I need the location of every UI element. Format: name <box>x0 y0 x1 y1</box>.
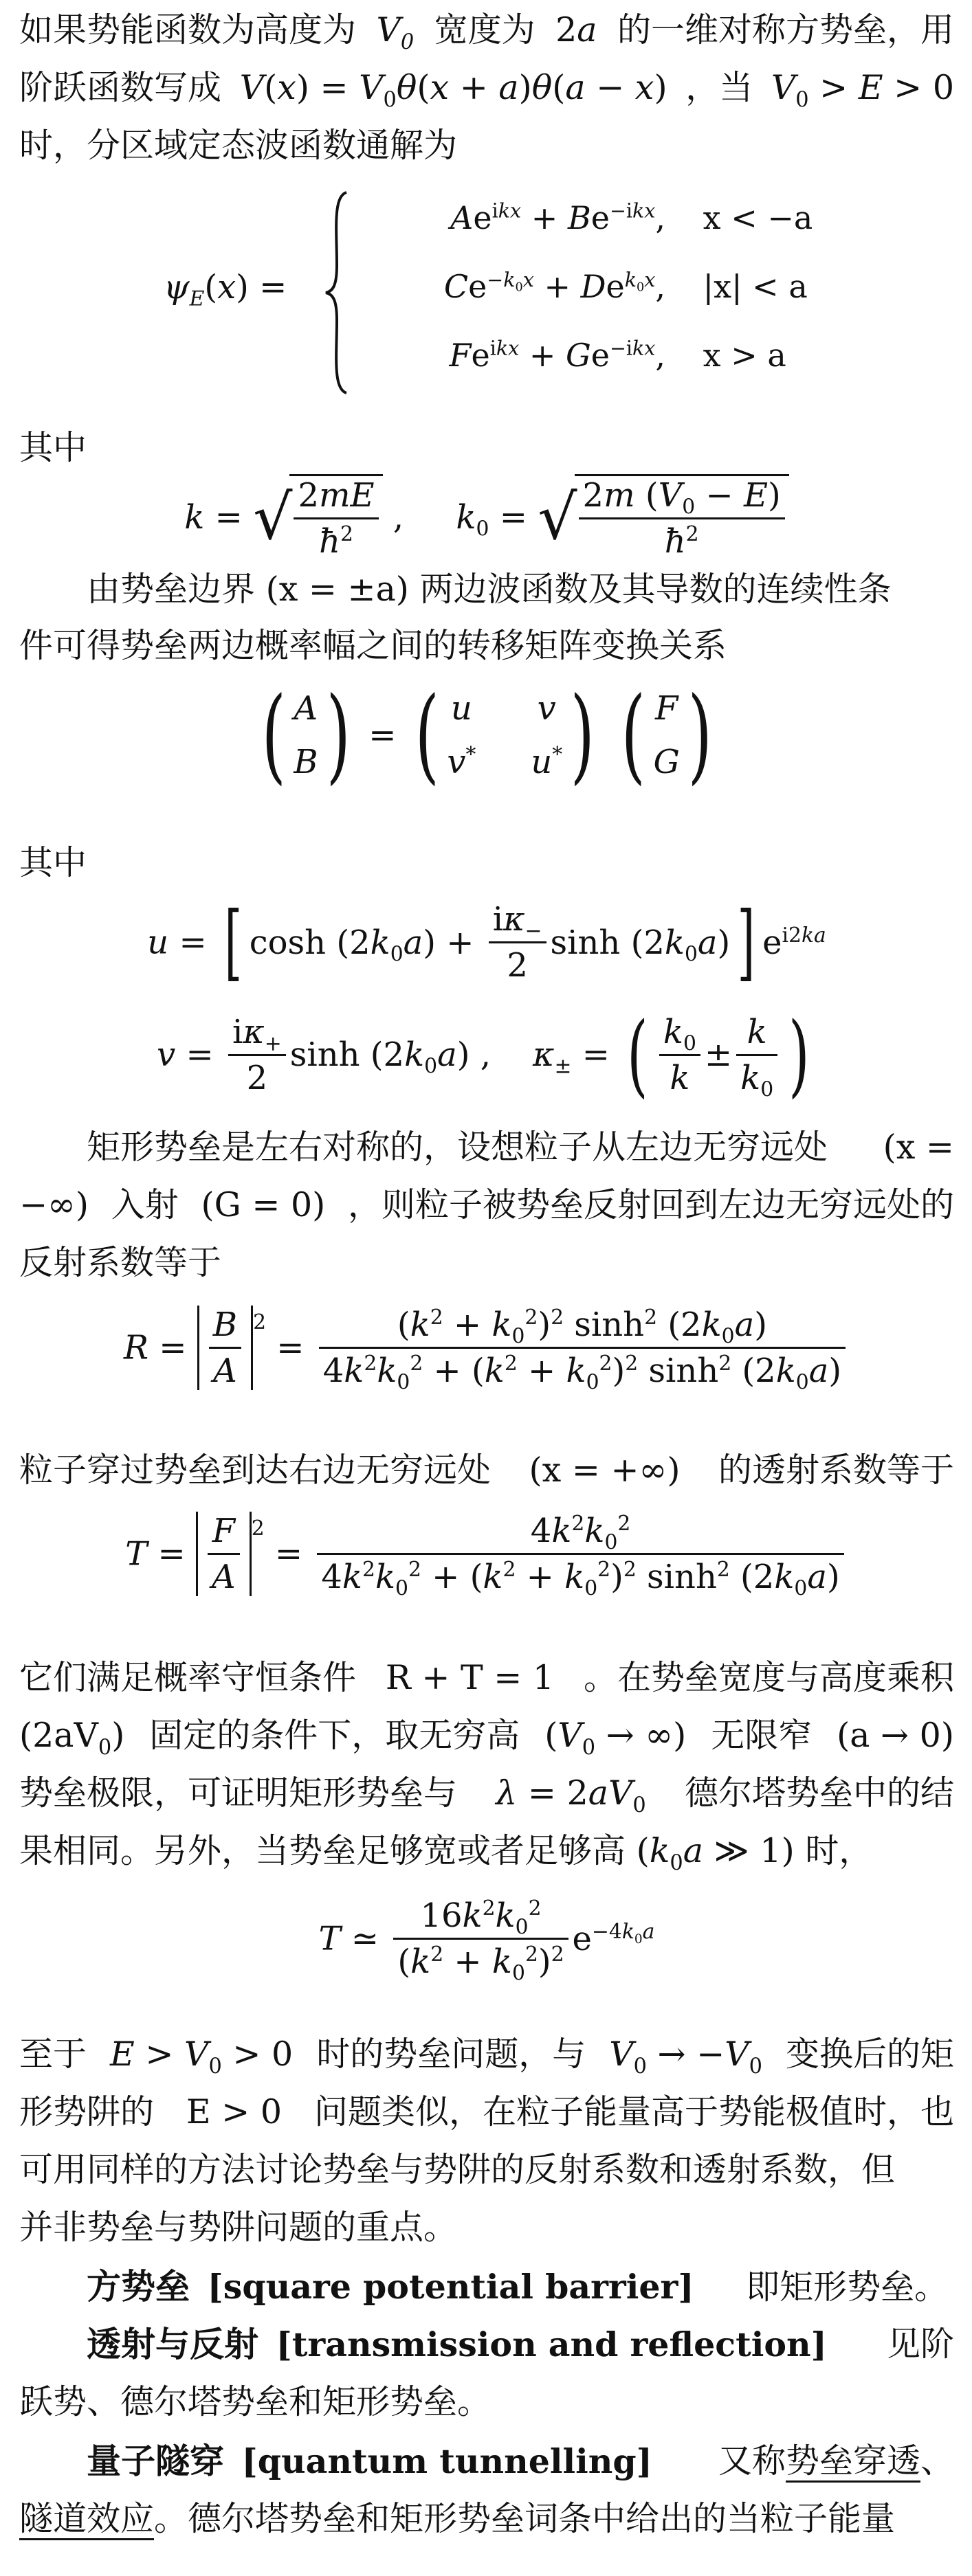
math-2av0: $(2aV_0)$ <box>19 1716 125 1760</box>
transmission-approximation-equation: T ≃ $\frac{16k^2k_0^2}{(k^2 + k_0^2)^2}$ $e^{-4k_0a}$ <box>318 1896 655 1986</box>
math-text: −∞) <box>19 1185 89 1224</box>
entry-english: [square potential barrier] <box>207 2267 694 2307</box>
para2-line2: 件可得势垒两边概率幅之间的转移矩阵变换关系 <box>19 626 727 665</box>
math-text: (a → 0) <box>837 1716 954 1755</box>
text: 固定的条件下，取无穷高 <box>149 1716 520 1755</box>
entry-quantum-tunnelling <box>19 2441 954 2483</box>
text: 形势阱的 <box>19 2092 155 2131</box>
case-1: $Ae^{ikx} + Be^{-ikx}$, x < −a <box>450 199 813 236</box>
para5-line4 <box>19 1830 954 1875</box>
text: 阶跃函数写成 <box>19 68 222 107</box>
entry-punctuation: 、 <box>920 2441 954 2480</box>
entry-term: 方势垒 <box>87 2267 190 2307</box>
text: 矩形势垒是左右对称的，设想粒子从左边无穷远处 <box>87 1128 828 1167</box>
entry-definition: 见阶 <box>886 2325 954 2364</box>
entry-definition: 。德尔塔势垒和矩形势垒词条中给出的当粒子能量 <box>154 2499 896 2538</box>
text: 的一维对称方势垒，用 <box>617 10 954 49</box>
entry-term: 透射与反射 <box>87 2325 258 2364</box>
case-3: $Fe^{ikx} + Ge^{-ikx}$, x > a <box>449 337 786 374</box>
transfer-matrix-equation: ( A B ) = ( u v v* u* ) ( F G ) <box>261 675 712 795</box>
text: 入射 <box>111 1185 179 1224</box>
entry-transmission-reflection <box>19 2324 954 2366</box>
math-condition: $V_0 > E > 0$ <box>771 68 954 112</box>
transmission-coefficient-equation: T = $\frac{F}{A}$ $^2$ = $\frac{4k^2k_0^2}{4k^2k_0^2 + (k^2 + k_0^2)^2 \sinh^2 (2k_0a)}$ <box>19 1512 954 1615</box>
reflection-coefficient-equation: R = $\frac{B}{A}$ $^2$ = $\frac{(k^2 + k_0^2)^2 \sinh^2 (2k_0a)}{4k^2k_0^2 + (k^2 + k_0^2)^2 \sinh^2 (2k_0a)}$ <box>19 1306 954 1409</box>
qizhong-2: 其中 <box>19 843 87 882</box>
entry-definition: 即矩形势垒。 <box>746 2267 949 2307</box>
text: 如果势能函数为高度为 <box>19 10 357 49</box>
math-text: (x = +∞) <box>529 1451 681 1490</box>
math-v0-transform: $V_0 \to -V_0$ <box>609 2035 762 2079</box>
wavefunction-equation <box>164 186 851 399</box>
case-1-domain: x < −a <box>703 199 813 236</box>
text: 无限窄 <box>711 1716 813 1755</box>
para3-line1 <box>19 1127 954 1168</box>
link-barrier-penetration[interactable]: 势垒穿透 <box>786 2441 920 2483</box>
para5-line1 <box>19 1657 954 1699</box>
para4-line1 <box>19 1450 954 1491</box>
text: 变换后的矩 <box>785 2035 954 2074</box>
psi-label: $\psi_E(x)$ = <box>164 268 287 311</box>
text: 它们满足概率守恒条件 <box>19 1658 357 1697</box>
math-text: R + T = 1 <box>385 1658 555 1697</box>
para3-line3: 反射系数等于 <box>19 1243 222 1282</box>
text: 的透射系数等于 <box>718 1451 954 1490</box>
left-brace <box>323 190 351 396</box>
math-text: ) <box>111 1716 125 1755</box>
math-e-gt-v0: $E > V_0 > 0$ <box>110 2035 294 2079</box>
para6-line4: 并非势垒与势阱问题的重点。 <box>19 2208 458 2247</box>
math-step-potential: $V(x) = V_0\theta(x + a)\theta(a - x)$ <box>239 68 667 112</box>
math-v0: $V_0$ <box>376 10 415 54</box>
case-2-domain: |x| < a <box>703 268 808 305</box>
text: 势垒极限，可证明矩形势垒与 <box>19 1773 458 1813</box>
case-2: $Ce^{-k_0x} + De^{k_0x}$, |x| < a <box>443 268 808 305</box>
math-text: (G = 0) <box>201 1185 326 1224</box>
qizhong-1: 其中 <box>19 428 87 467</box>
para1-line3: 时，分区域定态波函数通解为 <box>19 126 458 165</box>
text: 时， <box>805 1831 873 1870</box>
para2-line1: 由势垒边界 (x = ±a) 两边波函数及其导数的连续性条 <box>87 570 892 609</box>
entry-square-potential-barrier <box>19 2266 954 2308</box>
entry-english: [transmission and reflection] <box>276 2325 827 2364</box>
math-k0a-condition: ($k_0a$ ≫ 1) <box>636 1831 795 1875</box>
text: ，则粒子被势垒反射回到左边无穷远处的 <box>347 1185 954 1224</box>
link-tunnel-effect[interactable]: 隧道效应 <box>19 2499 154 2540</box>
text: ，当 <box>685 68 753 107</box>
math-lambda: $\lambda = 2aV_0$ <box>496 1773 646 1817</box>
text: 粒子穿过势垒到达右边无穷远处 <box>19 1451 491 1490</box>
para1-line2 <box>19 67 954 112</box>
case-3-domain: x > a <box>703 337 786 374</box>
para6-line3: 可用同样的方法讨论势垒与势阱的反射系数和透射系数，但 <box>19 2150 896 2189</box>
entry-definition: 又称 <box>718 2441 786 2480</box>
text: 。在势垒宽度与高度乘积 <box>583 1658 954 1697</box>
para6-line1 <box>19 2034 954 2079</box>
u-definition: u = [ $\cosh (2k_0a)$ + $\frac{i\kappa_-}{2}$ $\sinh (2k_0a)$] $e^{i2ka}$ <box>147 894 826 990</box>
math-text: (2aV <box>19 1716 98 1755</box>
math-text: E > 0 <box>186 2092 283 2131</box>
text: 时的势垒问题，与 <box>316 2035 586 2074</box>
entry-term: 量子隧穿 <box>87 2441 224 2481</box>
math-2a: 2a <box>555 10 597 49</box>
math-v0-infinity: ($V_0$ → ∞) <box>544 1716 687 1760</box>
para3-line2 <box>19 1185 954 1226</box>
para1-line1 <box>19 10 954 54</box>
entry-english: [quantum tunnelling] <box>241 2441 652 2481</box>
para5-line3 <box>19 1773 954 1817</box>
para6-line2 <box>19 2092 954 2133</box>
para5-line2 <box>19 1715 954 1760</box>
entry-transmission-reflection-line2: 跃势、德尔塔势垒和矩形势垒。 <box>19 2382 491 2421</box>
math-text: (x = <box>883 1128 954 1167</box>
entry-quantum-tunnelling-line2 <box>19 2498 954 2540</box>
text: 德尔塔势垒中的结 <box>684 1773 954 1813</box>
text: 果相同。另外，当势垒足够宽或者足够高 <box>19 1831 626 1870</box>
text: 宽度为 <box>434 10 535 49</box>
text: 至于 <box>19 2035 87 2074</box>
text: 问题类似，在粒子能量高于势能极值时，也 <box>313 2092 954 2131</box>
v-kappa-definition: v = $\frac{i\kappa_+}{2}$ $\sinh (2k_0a)$ , $\kappa_\pm$ = ( $\frac{k_0}{k}$ ± $\frac{k}{k_0}$ ) <box>157 1003 810 1107</box>
k-definition: k = √ $\frac{2mE}{ħ^2}$ , $k_0$ = √ $\frac{2m (V_0 - E)}{ħ^2}$ <box>19 474 954 563</box>
